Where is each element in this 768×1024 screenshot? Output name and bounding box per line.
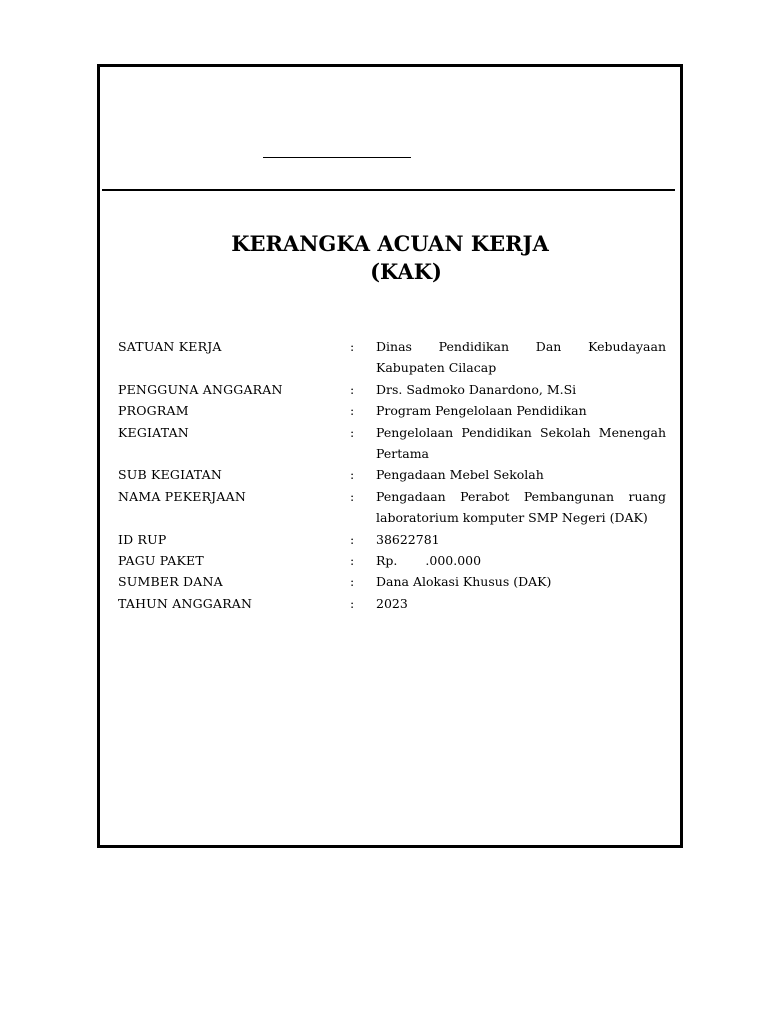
field-row-nama-pekerjaan <box>118 486 666 529</box>
field-value <box>376 550 666 571</box>
field-colon: : <box>350 531 355 547</box>
field-colon: : <box>350 467 355 483</box>
field-row-tahun-anggaran <box>118 593 666 614</box>
field-colon: : <box>350 553 355 569</box>
field-value: 38622781 <box>376 531 440 547</box>
field-label: PENGGUNA ANGGARAN <box>118 381 283 397</box>
header-short-line <box>263 157 411 158</box>
field-label: SUB KEGIATAN <box>118 467 223 483</box>
field-value: Pengadaan Perabot Pembangunan ruang laboratorium komputer SMP Negeri (DAK) <box>376 488 666 526</box>
field-colon: : <box>350 488 355 504</box>
field-row-program <box>118 400 666 421</box>
field-colon: : <box>350 574 355 590</box>
field-row-kegiatan <box>118 422 666 465</box>
field-label: PAGU PAKET <box>118 553 204 569</box>
document-frame <box>97 64 683 848</box>
field-row-id-rup <box>118 529 666 550</box>
pagu-currency: Rp. <box>376 553 398 569</box>
field-label: TAHUN ANGGARAN <box>118 595 253 611</box>
field-row-sub-kegiatan <box>118 464 666 485</box>
header-divider <box>102 189 675 191</box>
field-row-satuan-kerja <box>118 336 666 379</box>
field-label: NAMA PEKERJAAN <box>118 488 246 504</box>
field-label: KEGIATAN <box>118 424 189 440</box>
field-value: Program Pengelolaan Pendidikan <box>376 403 587 419</box>
info-table <box>118 336 666 614</box>
field-colon: : <box>350 381 355 397</box>
document-title <box>100 230 680 286</box>
field-value: Dana Alokasi Khusus (DAK) <box>376 574 552 590</box>
field-label: SATUAN KERJA <box>118 339 222 354</box>
field-row-sumber-dana <box>118 571 666 592</box>
field-colon: : <box>350 595 355 611</box>
field-value: 2023 <box>376 595 408 611</box>
field-label: PROGRAM <box>118 403 189 419</box>
title-line-2: (KAK) <box>370 259 442 284</box>
field-value: Drs. Sadmoko Danardono, M.Si <box>376 381 577 397</box>
field-colon: : <box>350 339 355 354</box>
field-row-pengguna-anggaran <box>118 379 666 400</box>
pagu-amount: .000.000 <box>425 553 482 569</box>
field-label: ID RUP <box>118 531 167 547</box>
field-colon: : <box>350 424 355 440</box>
field-value: Dinas Pendidikan Dan Kebudayaan Kabupaten Cilacap <box>376 339 666 376</box>
field-value: Pengadaan Mebel Sekolah <box>376 467 544 483</box>
field-colon: : <box>350 403 355 419</box>
title-line-1: KERANGKA ACUAN KERJA <box>231 231 549 256</box>
field-row-pagu-paket <box>118 550 666 571</box>
field-label: SUMBER DANA <box>118 574 223 590</box>
field-value: Pengelolaan Pendidikan Sekolah Menengah Pertama <box>376 424 666 462</box>
